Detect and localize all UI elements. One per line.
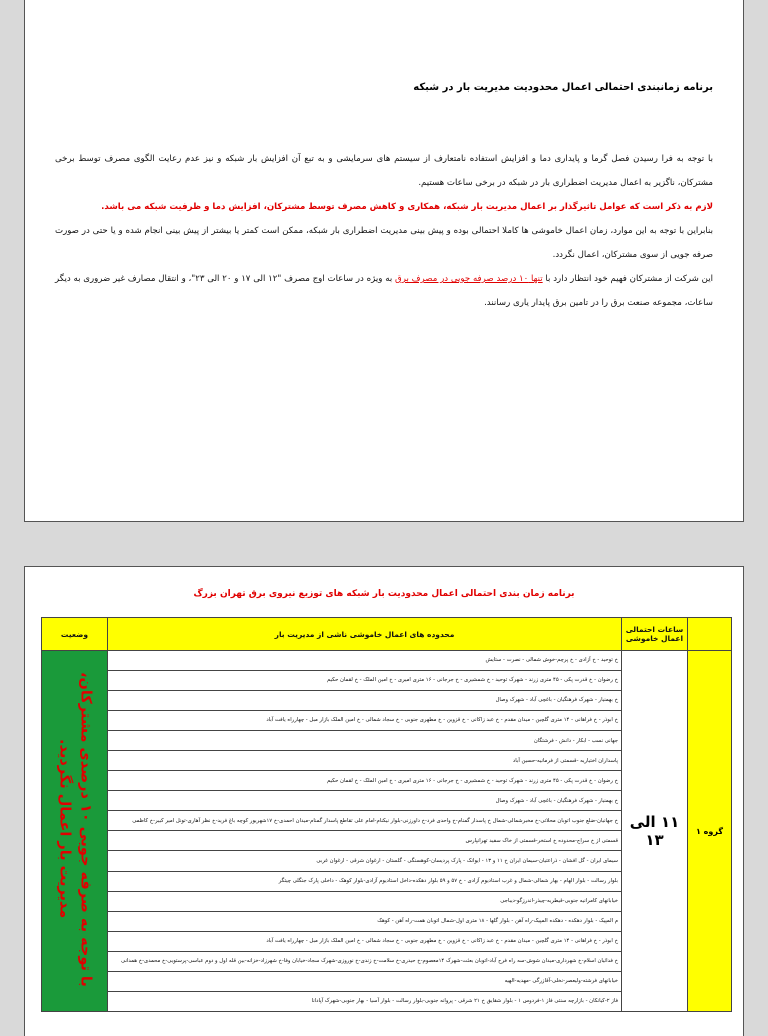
area-cell: فاز ۲-کیانکان - بازارچه سنتی فاز ۱-فردوس ۱ - بلوار شقایق خ ۲۱ شرقی - پروانه جنوبی-بلوار رسالت - بلوار آسیا - بهار جنوبی-شهرک آپادانا	[108, 991, 622, 1011]
area-cell: سیمای ایران - گل افشان - ذراعتیان-سیمان ایران خ ۱۱ و ۱۳ - ایوانک - پارک پردیسان-کوهسنگی - گلستان - ارغوان شرقی - ارغوان غربی	[108, 851, 622, 871]
page1-body	[55, 82, 713, 315]
status-header: وضعیت	[42, 618, 108, 651]
area-cell: قسمتی از خ سراج-محدوده خ استخر-قسمتی از خاک سفید تهرانپارس	[108, 831, 622, 851]
area-cell: خ بهمنیار - شهرک فرهنگیان - باغچی آباد - شهرک وصال	[108, 691, 622, 711]
hours-value: ۱۱ الی ۱۳	[629, 813, 680, 849]
area-cell: خ رضوان - خ قدرت پکی - ۴۵ متری زرند - شهرک توحید - خ شمشیری - خ جرجانی - ۱۶ متری امیری - خ امین الملک - خ لقمان حکیم	[108, 771, 622, 791]
area-cell: خ جهانیان-ضلع جنوب اتوبان محلاتی-خ مخبرشمالی-شمال خ پاسدار گمنام-خ واحدی فرد-خ داورزنی-بلوار نیکنام-امام علی تقاطع پاسدار گمنام-میدان احمدی-خ ۱۷شهریور کوچه باغ فرید-خ نظر آهاری-تونل امیر کبیر-خ کاظمی	[108, 811, 622, 831]
group-header-cell	[688, 618, 732, 651]
request-paragraph	[55, 267, 713, 315]
table-header-row	[42, 618, 732, 651]
area-cell: بلوار رسالت - بلوار الهام - بهار شمالی-شمال و غرب استادیوم آزادی - خ ۵۷ و ۵۹ بلوار دهکده-داخل استادیوم آزادی-بلوار کوهک - داخلی پارک جنگلی چیتگر	[108, 871, 622, 891]
page1-title: برنامه زمانبندی احتمالی اعمال محدودیت مدیریت بار در شبکه	[413, 82, 713, 93]
area-cell: خ بهمنیار - شهرک فرهنگیان - باغچی آباد - شهرک وصال	[108, 791, 622, 811]
area-cell: خیابانهای کامرانیه جنوبی-قیطریه-چیذر-اندرزگو-دیباجی	[108, 891, 622, 911]
group-cell: گروه ۱	[688, 651, 732, 1012]
probability-paragraph: بنابراین با توجه به این موارد، زمان اعمال خاموشی ها کاملا احتمالی بوده و پیش بینی مدیریت اضطراری بار شبکه، ممکن است کمتر یا بیشتر از پیش بینی انجام شده و یا حتی در صورت صرفه جویی از سوی مشترکان، اعمال نگردد.	[55, 226, 713, 260]
warning-paragraph: لازم به ذکر است که عوامل تاثیرگذار بر اعمال مدیریت بار شبکه، همکاری و کاهش مصرف توسط مشترکان، افزایش دما و ظرفیت شبکه می باشد.	[101, 202, 713, 212]
table-row	[42, 651, 732, 671]
area-cell: م المپیک - بلوار دهکده - دهکده المپیک-راه آهن - بلوار گلها - ۱۸ متری اول-شمال اتوبان همت-راه آهن - کوهک	[108, 911, 622, 931]
areas-header: محدوده های اعمال خاموشی ناشی از مدیریت بار	[108, 618, 622, 651]
schedule-body	[42, 651, 732, 1012]
area-cell: پاسداران اختیاریه -قسمتی از فرمانیه-حسین آباد	[108, 751, 622, 771]
area-cell: خیابانهای فرشته-ولیعصر-نخلی-آقازرگی -مهدیه-الهیه	[108, 971, 622, 991]
hours-header: ساعات احتمالی اعمال خاموشی	[622, 618, 688, 651]
status-cell	[42, 651, 108, 1012]
hours-cell	[622, 651, 688, 1012]
area-cell: خ توحید - خ آزادی - خ پرچم-خوش شمالی - نصرت - ستایش	[108, 651, 622, 671]
area-cell: جهانی نسب - ابکار - دانش - فرشتگان	[108, 731, 622, 751]
document-page-1	[24, 0, 744, 522]
saving-highlight: تنها ۱۰ درصد صرفه جویی در مصرف برق	[395, 274, 543, 284]
area-cell: خ ابوذر - خ فراهانی - ۱۴ متری گلچین - میدان مقدم - خ عبد زاکانی - خ قزوین - خ مطهری جنوبی - خ سجاد شمالی - خ امین الملک بازار مبل - چهارراه یافت آباد	[108, 931, 622, 951]
area-cell: خ فدائیان اسلام-خ شهرداری-میدان شوش-سه راه فرح آباد-اتوبان بعثت-شهرک ۱۴معصوم-خ حیدری-خ سلامت-خ زندی-خ نوروزی-شهرک سجاد-خیابان وفا-خ شهرزاد-خزانه-بین قله اول و دوم عباسی-پرستویی-خ محمدی-خ همدانی	[108, 951, 622, 971]
area-cell: خ ابوذر - خ فراهانی - ۱۴ متری گلچین - میدان مقدم - خ عبد زاکانی - خ قزوین - خ مطهری جنوبی - خ سجاد شمالی - خ امین الملک بازار مبل - چهارراه یافت آباد	[108, 711, 622, 731]
schedule-title: برنامه زمان بندی احتمالی اعمال محدودیت بار شبکه های توزیع نیروی برق تهران بزرگ	[193, 589, 575, 599]
area-cell: خ رضوان - خ قدرت پکی - ۴۵ متری زرند - شهرک توحید - خ شمشیری - خ جرجانی - ۱۶ متری امیری - خ امین الملک - خ لقمان حکیم	[108, 671, 622, 691]
document-page-2	[24, 566, 744, 1036]
request-text-end: به ویژه در ساعات اوج مصرف "۱۲ الی ۱۷ و ۲۰ الی ۲۳"، و انتقال مصارف غیر ضروری به دیگر ساعات، مجموعه صنعت برق را در تامین برق پایدار یاری رسانند.	[55, 274, 713, 308]
intro-paragraph: با توجه به فرا رسیدن فصل گرما و پایداری دما و افزایش استفاده نامتعارف از سیستم های سرمایشی و به تبع آن افزایش بار شبکه و نیز عدم رعایت الگوی مصرف توسط برخی مشترکان، ناگزیر به اعمال مدیریت اضطراری بار در شبکه در برخی ساعات هستیم.	[55, 154, 713, 188]
status-text: با توجه به صرفه جویی ۱۰ درصدی مشترکان، مدیریت بار اعمال نگردید.	[56, 671, 94, 987]
schedule-table	[41, 617, 732, 1012]
request-text-start: این شرکت از مشترکان فهیم خود انتظار دارد با	[542, 274, 713, 284]
